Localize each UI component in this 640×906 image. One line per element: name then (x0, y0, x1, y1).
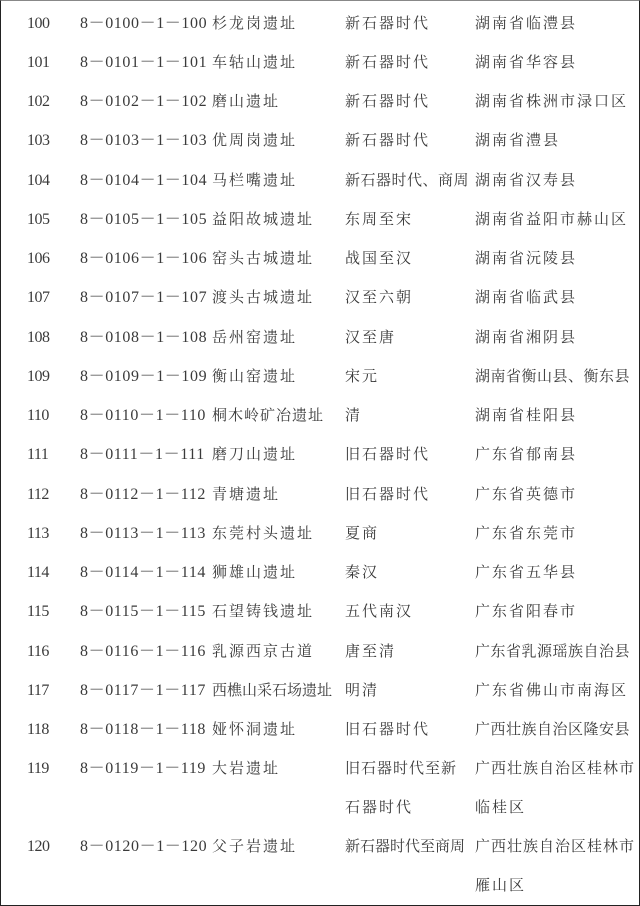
site-era: 汉至六朝 (345, 288, 414, 306)
site-name: 益阳故城遗址 (212, 210, 315, 228)
site-location: 广东省英德市 (475, 485, 578, 503)
table-row (1, 82, 640, 121)
site-name: 西樵山采石场遗址 (212, 681, 333, 699)
site-name: 东莞村头遗址 (212, 524, 315, 542)
site-location: 湖南省益阳市赫山区 (475, 210, 629, 228)
table-row (1, 592, 640, 631)
site-code: 8－0109－1－109 (80, 368, 208, 385)
table-row (1, 43, 640, 82)
site-era: 东周至宋 (345, 210, 414, 228)
table-row (1, 318, 640, 357)
site-name: 父子岩遗址 (212, 837, 298, 855)
site-name: 岳州窑遗址 (212, 328, 298, 346)
site-era: 新石器时代 (345, 14, 431, 32)
site-era: 新石器时代、商周 (345, 171, 470, 189)
site-location: 湖南省临澧县 (475, 14, 578, 32)
site-era: 汉至唐 (345, 328, 397, 346)
site-era: 夏商 (345, 524, 380, 542)
site-location: 湖南省临武县 (475, 288, 578, 306)
site-name: 狮雄山遗址 (212, 563, 298, 581)
site-name: 石望铸钱遗址 (212, 602, 315, 620)
site-location: 广西壮族自治区桂林市 (475, 837, 636, 855)
site-location: 湖南省华容县 (475, 53, 578, 71)
site-code: 8－0102－1－102 (80, 93, 208, 110)
site-era: 新石器时代 (345, 131, 431, 149)
row-number: 116 (27, 643, 49, 660)
row-number: 106 (27, 250, 50, 267)
table-row (1, 632, 640, 671)
site-code: 8－0101－1－101 (80, 54, 208, 71)
site-code: 8－0119－1－119 (80, 760, 207, 777)
table-row (1, 278, 640, 317)
table-row (1, 161, 640, 200)
site-location-continued: 雁山区 (475, 876, 527, 894)
site-name: 磨山遗址 (212, 92, 281, 110)
site-era: 新石器时代至商周 (345, 837, 466, 855)
site-code: 8－0103－1－103 (80, 132, 208, 149)
site-era: 明清 (345, 681, 380, 699)
site-code: 8－0115－1－115 (80, 603, 207, 620)
table-row (1, 396, 640, 435)
site-location: 湖南省湘阴县 (475, 328, 578, 346)
table-row (1, 671, 640, 710)
site-location: 湖南省衡山县、衡东县 (475, 367, 631, 385)
site-location: 广东省五华县 (475, 563, 578, 581)
site-code: 8－0105－1－105 (80, 211, 208, 228)
row-number: 104 (27, 172, 50, 189)
row-number: 119 (27, 760, 49, 777)
site-era: 旧石器时代 (345, 445, 431, 463)
site-name: 青塘遗址 (212, 485, 281, 503)
table-row (1, 749, 640, 816)
site-location: 广东省郁南县 (475, 445, 578, 463)
site-code: 8－0120－1－120 (80, 838, 208, 855)
row-number: 114 (27, 564, 49, 581)
site-location: 广西壮族自治区桂林市 (475, 759, 636, 777)
row-number: 120 (27, 838, 50, 855)
row-number: 111 (27, 446, 49, 463)
site-era: 唐至清 (345, 642, 397, 660)
site-location: 湖南省澧县 (475, 131, 561, 149)
site-location: 湖南省汉寿县 (475, 171, 578, 189)
row-number: 109 (27, 368, 50, 385)
site-era-continued: 石器时代 (345, 798, 414, 816)
row-number: 101 (27, 54, 50, 71)
site-code: 8－0104－1－104 (80, 172, 208, 189)
site-name: 车轱山遗址 (212, 53, 298, 71)
table-row (1, 435, 640, 474)
site-era: 旧石器时代至新 (345, 759, 458, 777)
site-era: 旧石器时代 (345, 485, 431, 503)
table-row (1, 827, 640, 894)
table-row (1, 514, 640, 553)
row-number: 113 (27, 525, 49, 542)
site-location-continued: 临桂区 (475, 798, 527, 816)
site-name: 娅怀洞遗址 (212, 720, 298, 738)
site-era: 旧石器时代 (345, 720, 431, 738)
row-number: 112 (27, 486, 49, 503)
site-location: 广东省佛山市南海区 (475, 681, 629, 699)
row-number: 103 (27, 132, 50, 149)
row-number: 110 (27, 407, 49, 424)
site-location: 广东省阳春市 (475, 602, 578, 620)
table-row (1, 553, 640, 592)
site-name: 乳源西京古道 (212, 642, 315, 660)
row-number: 102 (27, 93, 50, 110)
table-row (1, 4, 640, 43)
site-name: 磨刀山遗址 (212, 445, 298, 463)
table-row (1, 121, 640, 160)
site-code: 8－0114－1－114 (80, 564, 207, 581)
site-name: 窑头古城遗址 (212, 249, 315, 267)
site-era: 五代南汉 (345, 602, 414, 620)
site-era: 宋元 (345, 367, 380, 385)
site-location: 广西壮族自治区隆安县 (475, 720, 631, 738)
site-era: 秦汉 (345, 563, 380, 581)
site-code: 8－0118－1－118 (80, 721, 207, 738)
site-location: 湖南省桂阳县 (475, 406, 578, 424)
site-era: 战国至汉 (345, 249, 414, 267)
site-location: 广东省东莞市 (475, 524, 578, 542)
table-row (1, 200, 640, 239)
site-location: 湖南省株洲市渌口区 (475, 92, 629, 110)
site-name: 杉龙岗遗址 (212, 14, 298, 32)
row-number: 100 (27, 15, 50, 32)
site-code: 8－0116－1－116 (80, 643, 207, 660)
row-number: 107 (27, 289, 50, 306)
site-name: 渡头古城遗址 (212, 288, 315, 306)
row-number: 105 (27, 211, 50, 228)
table-row (1, 239, 640, 278)
site-code: 8－0111－1－111 (80, 446, 205, 463)
row-number: 115 (27, 603, 49, 620)
row-number: 108 (27, 329, 50, 346)
site-name: 大岩遗址 (212, 759, 281, 777)
site-name: 马栏嘴遗址 (212, 171, 298, 189)
site-name: 衡山窑遗址 (212, 367, 298, 385)
row-number: 117 (27, 682, 49, 699)
site-code: 8－0117－1－117 (80, 682, 207, 699)
site-code: 8－0108－1－108 (80, 329, 208, 346)
site-era: 新石器时代 (345, 53, 431, 71)
site-code: 8－0110－1－110 (80, 407, 207, 424)
site-code: 8－0106－1－106 (80, 250, 208, 267)
site-location: 湖南省沅陵县 (475, 249, 578, 267)
table-row (1, 357, 640, 396)
site-code: 8－0107－1－107 (80, 289, 208, 306)
site-era: 清 (345, 406, 363, 424)
site-name: 桐木岭矿冶遗址 (212, 406, 325, 424)
site-code: 8－0100－1－100 (80, 15, 208, 32)
site-code: 8－0113－1－113 (80, 525, 207, 542)
row-number: 118 (27, 721, 49, 738)
site-name: 优周岗遗址 (212, 131, 298, 149)
table-row (1, 475, 640, 514)
site-era: 新石器时代 (345, 92, 431, 110)
site-location: 广东省乳源瑶族自治县 (475, 642, 631, 660)
table-row (1, 710, 640, 749)
site-code: 8－0112－1－112 (80, 486, 207, 503)
